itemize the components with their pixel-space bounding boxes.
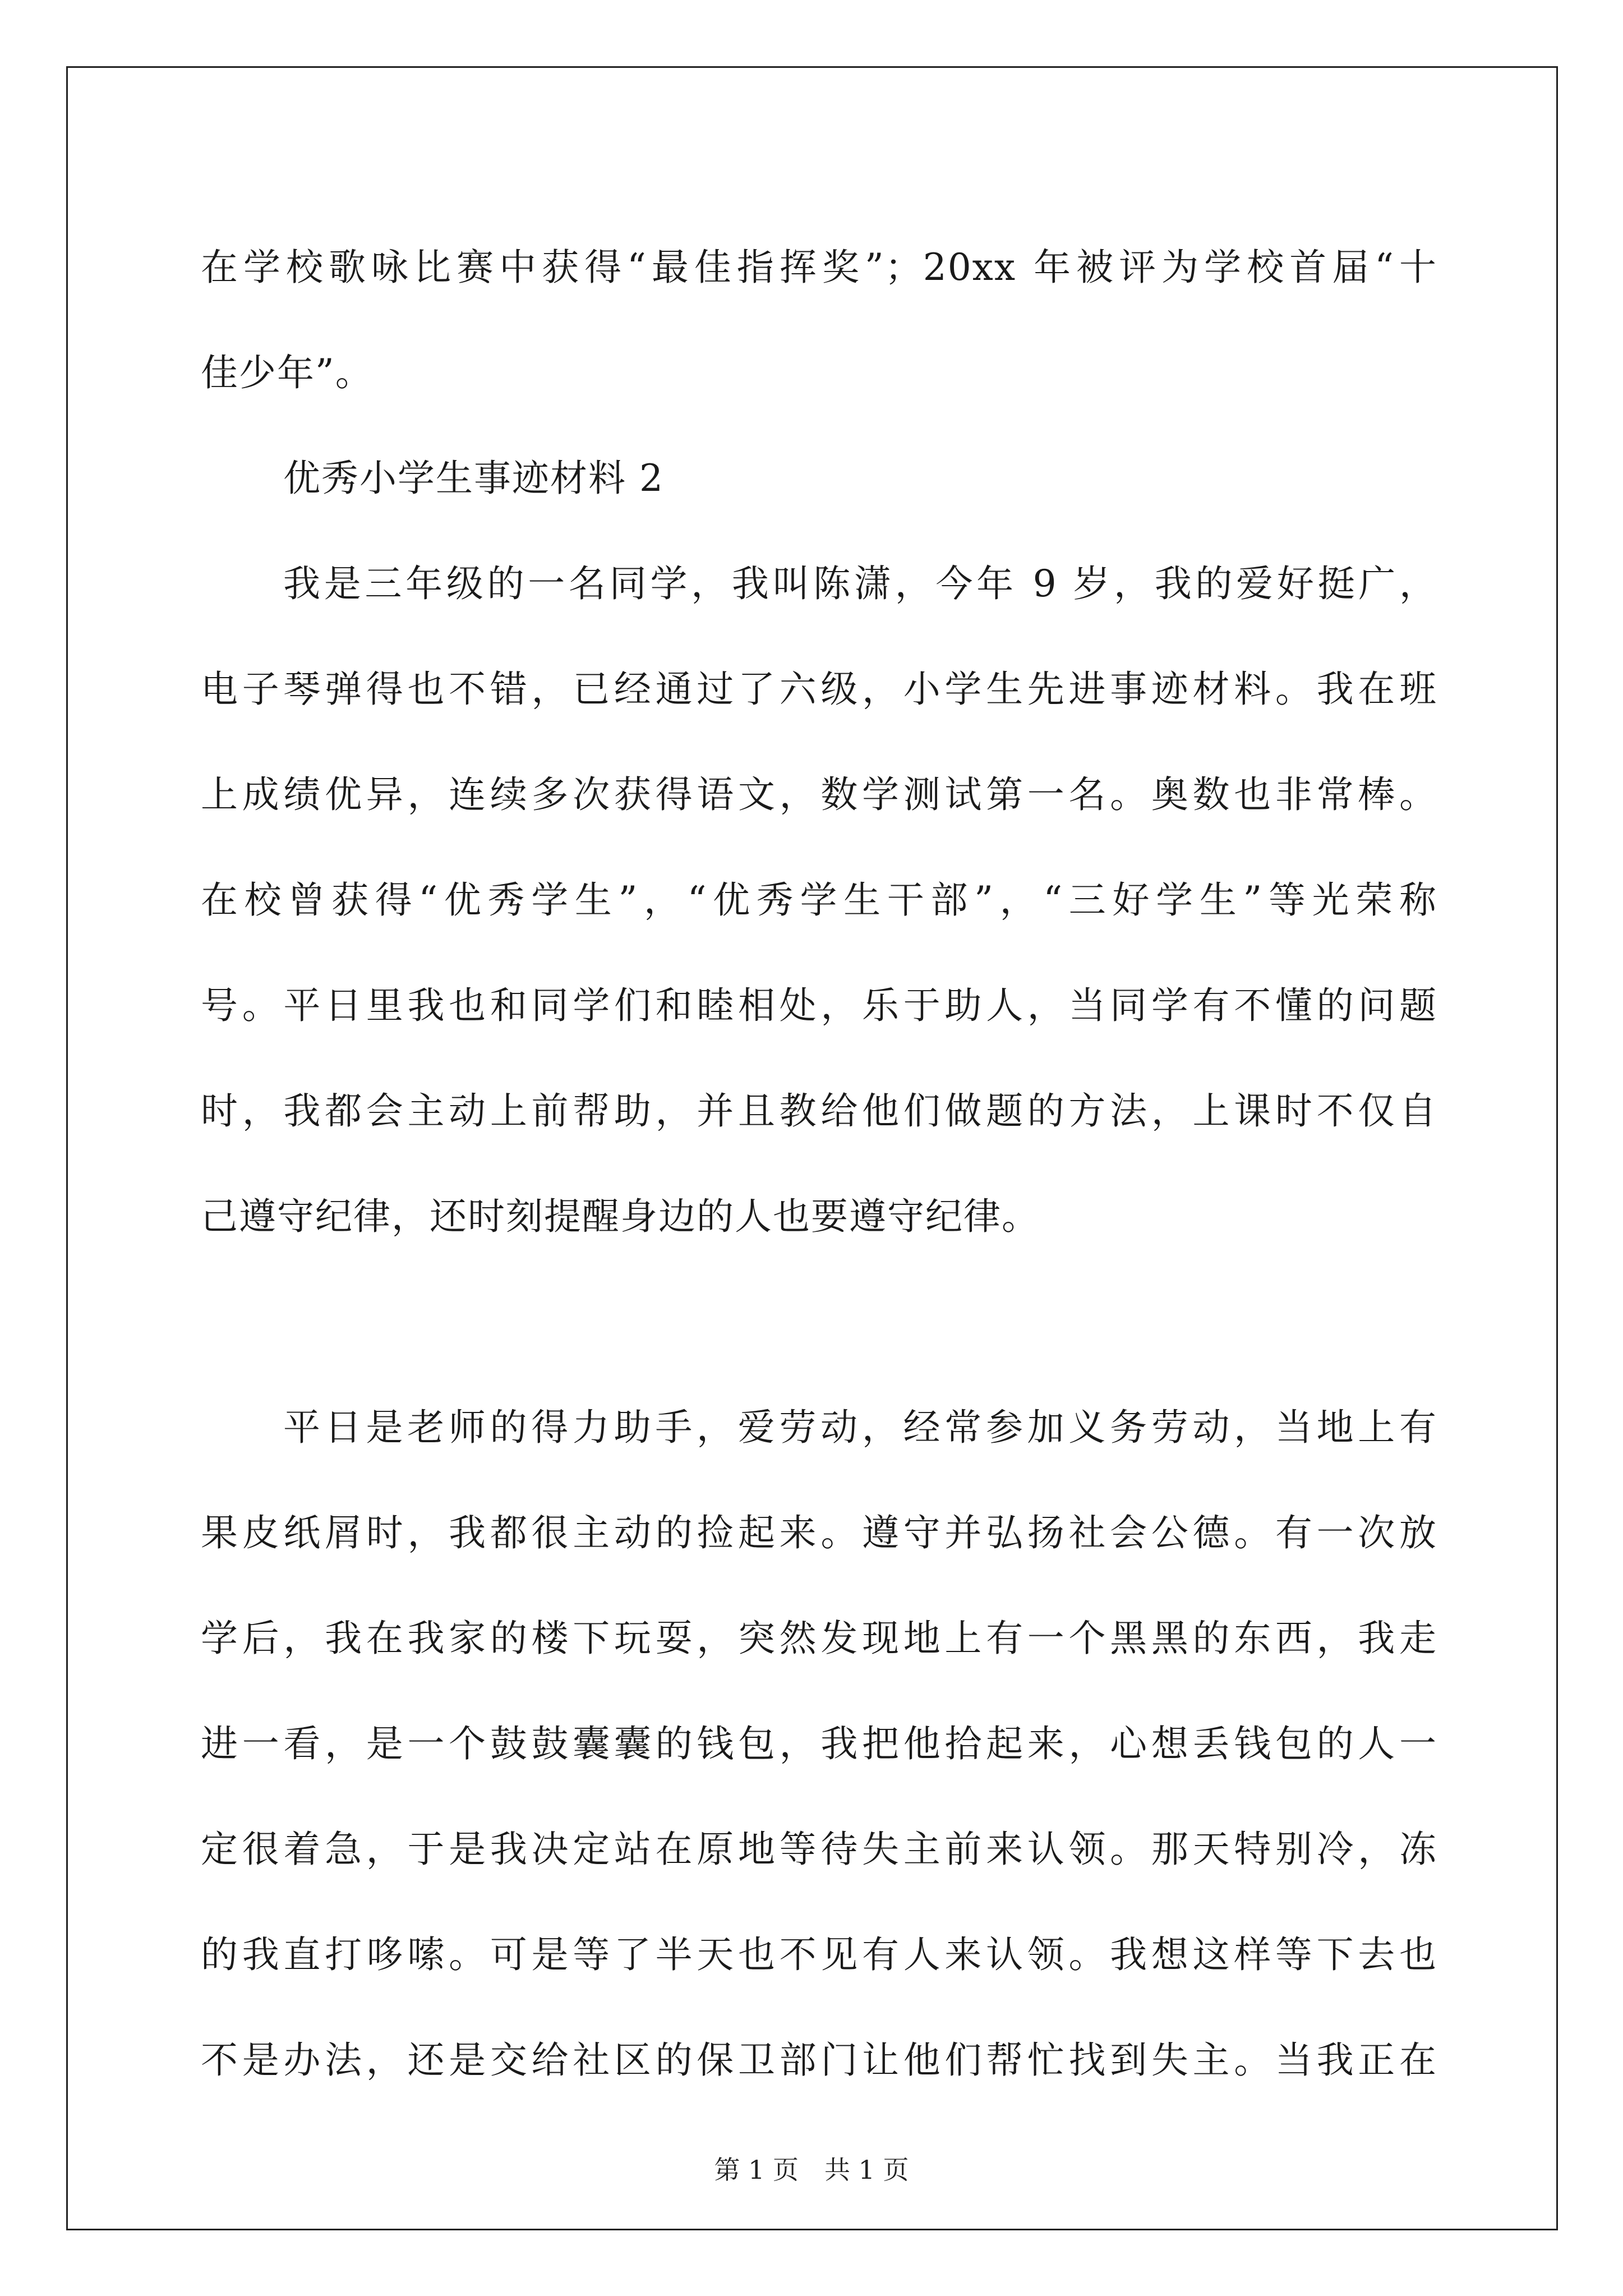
- text-line: 进一看，是一个鼓鼓囊囊的钱包，我把他拾起来，心想丢钱包的人一: [201, 1722, 1437, 1765]
- text-line: 我是三年级的一名同学，我叫陈潇，今年 9 岁，我的爱好挺广，: [283, 562, 1437, 605]
- text-line: 学后，我在我家的楼下玩耍，突然发现地上有一个黑黑的东西，我走: [201, 1617, 1437, 1660]
- text-line: 上成绩优异，连续多次获得语文，数学测试第一名。奥数也非常棒。: [201, 773, 1437, 816]
- text-line: 的我直打哆嗦。可是等了半天也不见有人来认领。我想这样等下去也: [201, 1933, 1437, 1976]
- text-line: 己遵守纪律，还时刻提醒身边的人也要遵守纪律。: [201, 1195, 1040, 1238]
- document-body: [201, 215, 1437, 2113]
- page-footer: 第 1 页 共 1 页: [714, 2155, 909, 2185]
- text-line: 定很着急，于是我决定站在原地等待失主前来认领。那天特别冷，冻: [201, 1828, 1437, 1871]
- text-line: 果皮纸屑时，我都很主动的捡起来。遵守并弘扬社会公德。有一次放: [201, 1511, 1437, 1554]
- section-heading: 优秀小学生事迹材料 2: [283, 457, 664, 500]
- text-line: 不是办法，还是交给社区的保卫部门让他们帮忙找到失主。当我正在: [201, 2039, 1437, 2082]
- text-line: 佳少年”。: [201, 351, 374, 394]
- text-line: 在学校歌咏比赛中获得“最佳指挥奖”；20xx 年被评为学校首届“十: [201, 246, 1437, 289]
- text-line: 平日是老师的得力助手，爱劳动，经常参加义务劳动，当地上有: [283, 1406, 1437, 1449]
- text-line: 时，我都会主动上前帮助，并且教给他们做题的方法，上课时不仅自: [201, 1089, 1437, 1133]
- paragraph-gap: [201, 1269, 1437, 1375]
- text-line: 在校曾获得“优秀学生”，“优秀学生干部”，“三好学生”等光荣称: [201, 878, 1437, 922]
- text-line: 号。平日里我也和同学们和睦相处，乐于助人，当同学有不懂的问题: [201, 984, 1437, 1027]
- text-line: 电子琴弹得也不错，已经通过了六级，小学生先进事迹材料。我在班: [201, 668, 1437, 711]
